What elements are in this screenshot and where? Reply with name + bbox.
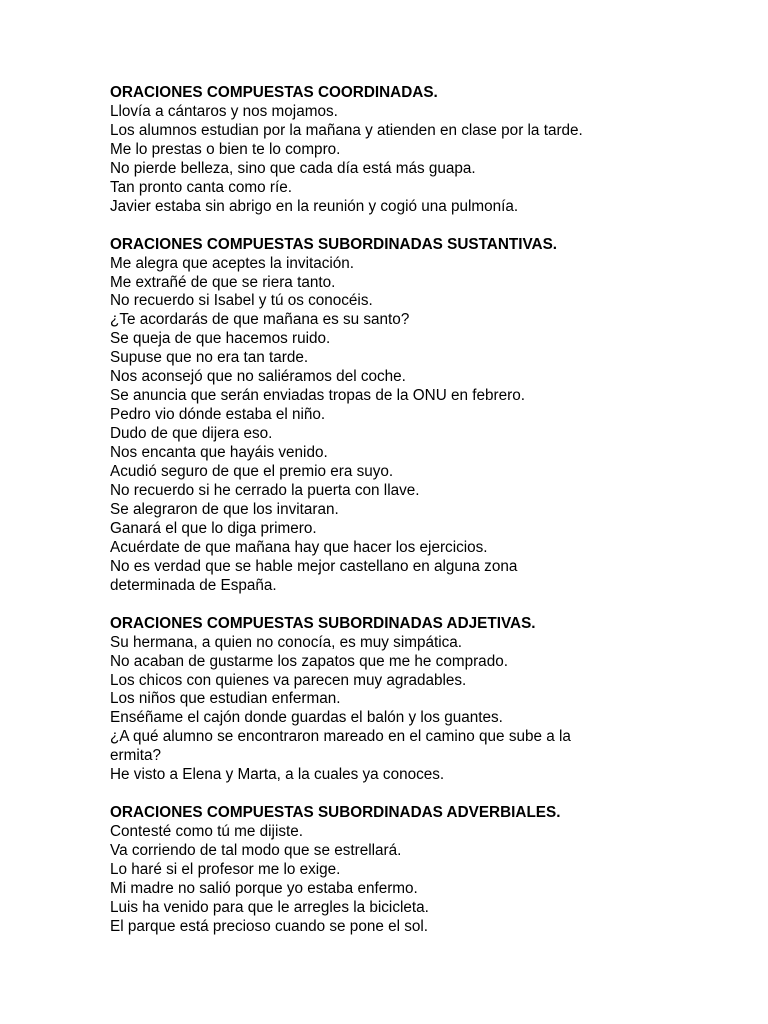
sentence-line: Mi madre no salió porque yo estaba enfermo. [110, 879, 418, 897]
sentence-line: Me alegra que aceptes la invitación. [110, 254, 355, 272]
sentence-line: No acaban de gustarme los zapatos que me he comprado. [110, 652, 508, 670]
sentence-line: Supuse que no era tan tarde. [110, 349, 309, 367]
sentence-line: Luis ha venido para que le arregles la bicicleta. [110, 898, 429, 916]
sentence-line: ermita? [110, 747, 162, 765]
sentence-line: ¿A qué alumno se encontraron mareado en el camino que sube a la [110, 728, 571, 746]
section-adverbiales [110, 804, 670, 937]
sentence-line: Me lo prestas o bien te lo compro. [110, 140, 341, 158]
section-heading: ORACIONES COMPUESTAS SUBORDINADAS ADVERBIALES. [110, 804, 561, 822]
sentence-line: determinada de España. [110, 576, 277, 594]
sentence-line: Enséñame el cajón donde guardas el balón y los guantes. [110, 709, 503, 727]
sentence-line: No pierde belleza, sino que cada día está más guapa. [110, 159, 476, 177]
section-coordinadas [110, 84, 670, 217]
document-page [110, 84, 670, 937]
sentence-line: El parque está precioso cuando se pone el sol. [110, 917, 429, 935]
section-heading: ORACIONES COMPUESTAS COORDINADAS. [110, 84, 438, 101]
sentence-line: Contesté como tú me dijiste. [110, 823, 303, 841]
section-adjetivas [110, 615, 670, 786]
sentence-line: Tan pronto canta como ríe. [110, 178, 292, 196]
sentence-line: No recuerdo si he cerrado la puerta con llave. [110, 482, 420, 499]
sentence-line: Nos encanta que hayáis venido. [110, 444, 328, 462]
section-heading: ORACIONES COMPUESTAS SUBORDINADAS SUSTANTIVAS. [110, 235, 558, 253]
sentence-line: Nos aconsejó que no saliéramos del coche. [110, 368, 406, 386]
sentence-line: No recuerdo si Isabel y tú os conocéis. [110, 292, 373, 310]
sentence-line: Ganará el que lo diga primero. [110, 519, 317, 537]
sentence-line: Su hermana, a quien no conocía, es muy simpática. [110, 633, 463, 651]
sentence-line: Acudió seguro de que el premio era suyo. [110, 463, 394, 481]
section-sustantivas [110, 236, 670, 596]
sentence-line: Los chicos con quienes va parecen muy agradables. [110, 671, 467, 689]
sentence-line: Se queja de que hacemos ruido. [110, 330, 331, 348]
sentence-line: ¿Te acordarás de que mañana es su santo? [110, 311, 410, 329]
sentence-line: Los alumnos estudian por la mañana y atienden en clase por la tarde. [110, 121, 583, 139]
sentence-line: Acuérdate de que mañana hay que hacer los ejercicios. [110, 538, 488, 556]
sentence-line: Lo haré si el profesor me lo exige. [110, 861, 341, 879]
sentence-line: No es verdad que se hable mejor castellano en alguna zona [110, 557, 518, 575]
sentence-line: Pedro vio dónde estaba el niño. [110, 406, 326, 424]
sentence-line: Dudo de que dijera eso. [110, 425, 273, 443]
sentence-line: Llovía a cántaros y nos mojamos. [110, 102, 338, 120]
sentence-line: He visto a Elena y Marta, a la cuales ya conoces. [110, 766, 445, 784]
sentence-line: Se anuncia que serán enviadas tropas de la ONU en febrero. [110, 387, 525, 405]
sentence-line: Va corriendo de tal modo que se estrellará. [110, 842, 402, 860]
sentence-line: Se alegraron de que los invitaran. [110, 500, 339, 518]
section-heading: ORACIONES COMPUESTAS SUBORDINADAS ADJETIVAS. [110, 614, 536, 632]
sentence-line: Los niños que estudian enferman. [110, 690, 341, 708]
sentence-line: Me extrañé de que se riera tanto. [110, 273, 336, 291]
sentence-line: Javier estaba sin abrigo en la reunión y cogió una pulmonía. [110, 197, 519, 215]
